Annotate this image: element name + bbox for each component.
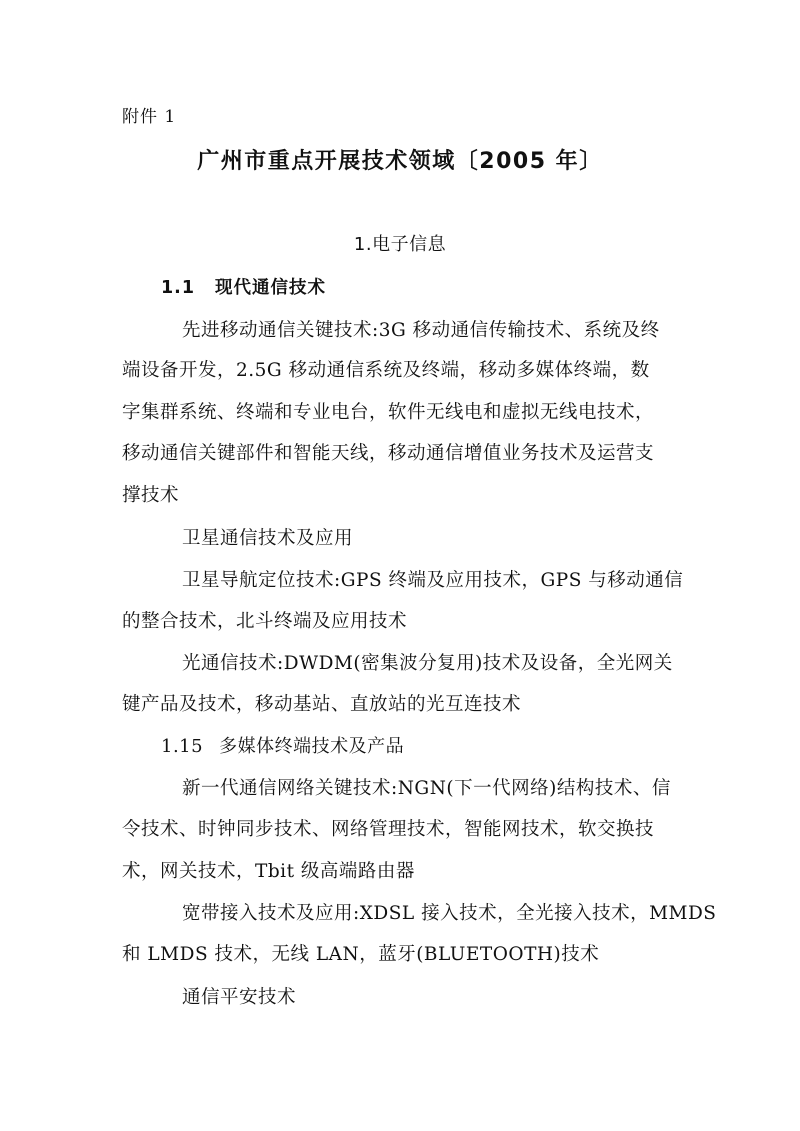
paragraph-line: 术，网关技术，Tbit 级高端路由器 xyxy=(122,861,415,882)
subsection-number: 1.1 xyxy=(161,278,196,298)
subsection-label: 现代通信技术 xyxy=(215,278,327,298)
paragraph-line: 键产品及技术，移动基站、直放站的光互连技术 xyxy=(122,694,522,715)
paragraph-line: 先进移动通信关键技术:3G 移动通信传输技术、系统及终 xyxy=(182,320,660,341)
subsection-heading xyxy=(161,734,404,760)
paragraph-line: 宽带接入技术及应用:XDSL 接入技术，全光接入技术，MMDS xyxy=(182,903,717,924)
paragraph-line: 光通信技术:DWDM(密集波分复用)技术及设备，全光网关 xyxy=(182,653,673,674)
paragraph-line: 撑技术 xyxy=(122,485,180,506)
paragraph-line: 字集群系统、终端和专业电台，软件无线电和虚拟无线电技术， xyxy=(122,402,655,423)
document-title: 广州市重点开展技术领域〔2005 年〕 xyxy=(197,149,603,174)
paragraph-line: 卫星导航定位技术:GPS 终端及应用技术，GPS 与移动通信 xyxy=(182,570,684,591)
subsection-number: 1.15 xyxy=(161,736,204,757)
paragraph-line: 的整合技术，北斗终端及应用技术 xyxy=(122,611,408,632)
attachment-label: 附件 1 xyxy=(122,107,177,127)
paragraph-line: 新一代通信网络关键技术:NGN(下一代网络)结构技术、信 xyxy=(182,778,671,799)
paragraph-line: 和 LMDS 技术，无线 LAN，蓝牙(BLUETOOTH)技术 xyxy=(122,944,600,965)
subsection-heading xyxy=(161,275,326,301)
paragraph-line: 端设备开发，2.5G 移动通信系统及终端，移动多媒体终端，数 xyxy=(122,360,650,381)
paragraph-line: 移动通信关键部件和智能天线，移动通信增值业务技术及运营支 xyxy=(122,443,655,464)
subsection-label: 多媒体终端技术及产品 xyxy=(219,736,405,757)
paragraph-line: 令技术、时钟同步技术、网络管理技术，智能网技术，软交换技 xyxy=(122,819,655,840)
section-heading: 1.电子信息 xyxy=(353,234,447,255)
paragraph-line: 卫星通信技术及应用 xyxy=(182,528,354,549)
paragraph-line: 通信平安技术 xyxy=(182,987,297,1008)
